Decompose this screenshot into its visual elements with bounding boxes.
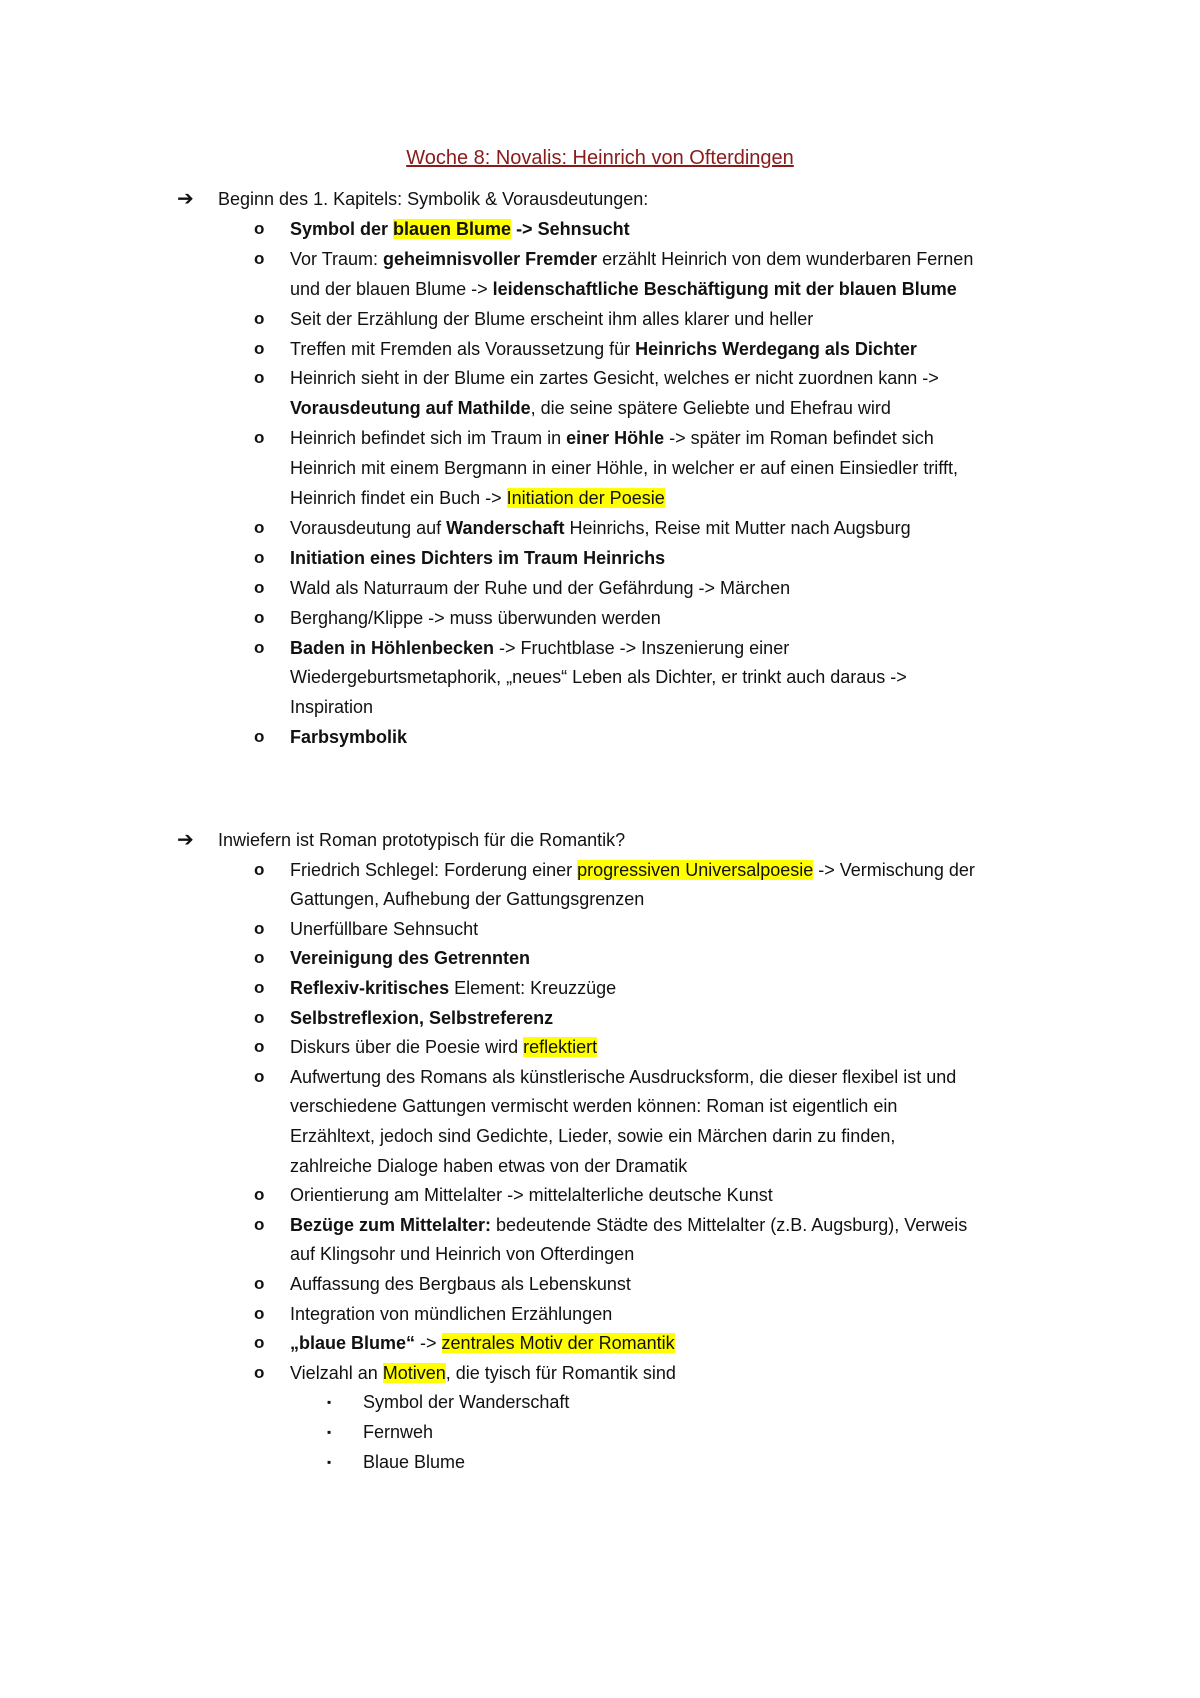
text-segment: -> später im Roman befindet sich [664,428,934,449]
text-segment: Diskurs über die Poesie wird [290,1037,524,1058]
text-segment: zahlreiche Dialoge haben etwas von der Dramatik [290,1155,688,1176]
list-item [290,694,373,720]
list-item [290,886,644,912]
list-item [290,945,530,971]
text-segment: Vorausdeutung auf [290,517,447,538]
text-segment: Reflexiv-kritisches [290,978,450,998]
text-segment: -> Vermischung der [813,859,975,880]
text-segment: Vor Traum: [290,248,384,269]
highlighted-text: reflektiert [523,1037,598,1058]
text-segment: Gattungen, Aufhebung der Gattungsgrenzen [290,889,645,910]
text-segment: Aufwertung des Romans als künstlerische Ausdrucksform, die dieser flexibel ist und [290,1066,957,1087]
list-item [290,246,973,272]
bullet-icon: o [254,218,265,238]
section-heading: Beginn des 1. Kapitels: Symbolik & Vorausdeutungen: [218,189,649,209]
bullet-icon: o [254,1007,265,1027]
list-item [290,1005,553,1031]
text-segment: -> [415,1333,442,1354]
bullet-icon: o [254,338,265,358]
text-segment: Heinrich sieht in der Blume ein zartes Gesicht, welches er nicht zuordnen kann -> [290,368,939,389]
text-segment: Farbsymbolik [290,727,408,748]
bullet-icon: o [254,918,265,938]
text-segment: Heinrich mit einem Bergmann in einer Höhle, in welcher er auf einen Einsiedler trifft, [290,458,958,479]
text-segment: Unerfüllbare Sehnsucht [290,918,479,939]
list-item [290,515,911,541]
square-bullet-icon: ▪ [327,1425,332,1439]
sub-list-item: Symbol der Wanderschaft [363,1392,570,1413]
text-segment: Heinrichs Werdegang als Dichter [635,338,917,359]
bullet-icon: o [254,1362,265,1382]
highlighted-text: Motiven [382,1362,446,1383]
highlighted-text: blauen Blume [393,218,512,239]
list-item [290,276,957,302]
text-segment: Baden in Höhlenbecken [290,637,495,658]
list-item [290,1034,597,1060]
text-segment: „blaue Blume“ [290,1333,416,1354]
bullet-icon: o [254,248,265,268]
text-segment: Berghang/Klippe -> muss überwunden werden [290,607,661,628]
list-item [290,395,891,421]
bullet-icon: o [254,517,265,537]
text-segment: Heinrich befindet sich im Traum in [290,428,567,449]
highlighted-text: progressiven Universalpoesie [577,859,814,880]
text-segment: Symbol der [290,218,394,239]
text-segment: Bezüge zum Mittelalter: [290,1214,492,1235]
bullet-icon: o [254,1303,265,1323]
text-segment: Initiation eines Dichters im Traum Heinrichs [290,547,666,568]
bullet-icon: o [254,948,265,968]
text-segment: Inspiration [290,697,374,718]
text-segment: leidenschaftliche Beschäftigung mit der blauen Blume [492,278,957,299]
text-segment: -> Fruchtblase -> Inszenierung einer [494,637,790,658]
list-item [290,1241,634,1267]
text-segment: bedeutende Städte des Mittelalter (z.B. Augsburg), Verweis [491,1214,968,1235]
list-item [290,1271,631,1297]
sub-list-item: Fernweh [363,1422,434,1442]
highlighted-text: Initiation der Poesie [506,488,665,508]
text-segment: , die tyisch für Romantik sind [445,1362,676,1383]
text-segment: Selbstreflexion, Selbstreferenz [290,1007,554,1028]
bullet-icon: o [254,859,265,879]
list-item [290,605,661,631]
bullet-icon: o [254,637,265,657]
text-segment: Vielzahl an [290,1362,383,1383]
bullet-icon: o [254,428,265,448]
list-item [290,664,907,690]
text-segment: und der blauen Blume -> [290,278,493,299]
sub-list-item: Blaue Blume [363,1451,466,1472]
list-item [290,1153,687,1179]
bullet-icon: o [254,308,265,328]
text-segment: Orientierung am Mittelalter -> mittelalterliche deutsche Kunst [290,1185,773,1206]
list-item [290,1182,773,1208]
list-item [290,1064,956,1090]
list-item [290,635,789,661]
list-item [290,306,813,332]
text-segment: Erzähltext, jedoch sind Gedichte, Lieder, sowie ein Märchen darin zu finden, [290,1126,896,1146]
list-item [290,336,917,362]
text-segment: Vorausdeutung auf Mathilde [290,398,531,419]
bullet-icon: o [254,1185,265,1205]
list-item [290,1093,897,1119]
text-segment: Vereinigung des Getrennten [290,948,531,969]
list-item [290,365,939,391]
bullet-icon: o [254,577,265,597]
right-arrow-icon: ➔ [177,829,194,851]
bullet-icon: o [254,1214,265,1234]
text-segment: Heinrich findet ein Buch -> [290,488,507,508]
text-segment: Integration von mündlichen Erzählungen [290,1303,613,1324]
list-item [290,425,934,451]
text-segment: -> Sehnsucht [511,218,630,239]
bullet-icon: o [254,368,265,388]
text-segment: , die seine spätere Geliebte und Ehefrau wird [530,398,891,419]
square-bullet-icon: ▪ [327,1395,332,1410]
text-segment: geheimnisvoller Fremder [383,248,598,269]
text-segment: auf Klingsohr und Heinrich von Ofterdingen [290,1244,635,1265]
bullet-icon: o [254,547,265,567]
list-item [290,975,616,1001]
list-item [290,1360,676,1386]
section-heading: Inwiefern ist Roman prototypisch für die Romantik? [218,830,626,850]
text-segment: einer Höhle [566,428,665,449]
right-arrow-icon: ➔ [177,188,194,210]
text-segment: Wanderschaft [446,517,565,538]
text-segment: erzählt Heinrich von dem wunderbaren Fernen [597,248,974,269]
list-item [290,1123,895,1149]
bullet-icon: o [254,1274,265,1293]
bullet-icon: o [254,1066,265,1086]
list-item [290,1212,967,1238]
list-item [290,455,958,481]
text-segment: Element: Kreuzzüge [449,978,617,998]
bullet-icon: o [254,1333,265,1353]
text-segment: Treffen mit Fremden als Voraussetzung für [290,338,636,359]
bullet-icon: o [254,978,265,997]
bullet-icon: o [254,727,265,747]
bullet-icon: o [254,1037,265,1057]
list-item [290,724,407,750]
list-item [290,916,478,942]
page-title: Woche 8: Novalis: Heinrich von Ofterdingen [406,147,794,169]
text-segment: Friedrich Schlegel: Forderung einer [290,859,578,880]
list-item [290,575,790,601]
highlighted-text: zentrales Motiv der Romantik [441,1333,675,1354]
text-segment: Wald als Naturraum der Ruhe und der Gefährdung -> Märchen [290,577,791,598]
list-item [290,1301,612,1327]
list-item [290,216,630,242]
list-item [290,1330,675,1356]
bullet-icon: o [254,607,265,627]
text-segment: verschiedene Gattungen vermischt werden können: Roman ist eigentlich ein [290,1096,898,1117]
list-item [290,857,975,883]
text-segment: Heinrichs, Reise mit Mutter nach Augsburg [564,517,911,538]
text-segment: Seit der Erzählung der Blume erscheint ihm alles klarer und heller [290,308,814,329]
list-item [290,545,665,571]
list-item [290,485,665,511]
text-segment: Auffassung des Bergbaus als Lebenskunst [290,1274,631,1294]
square-bullet-icon: ▪ [327,1454,332,1469]
text-segment: Wiedergeburtsmetaphorik, „neues“ Leben als Dichter, er trinkt auch daraus -> [290,667,907,688]
